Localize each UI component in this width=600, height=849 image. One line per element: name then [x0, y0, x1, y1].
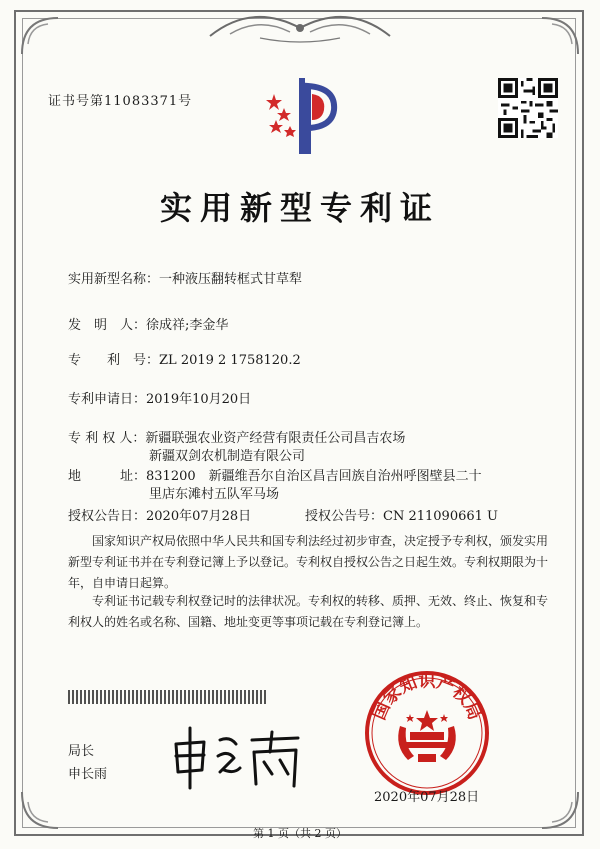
cnipa-logo-icon — [262, 74, 352, 154]
grant-date-value: 2020年07月28日 — [146, 509, 252, 524]
address-value-line1: 831200 新疆维吾尔自治区昌吉回族自治州呼图壁县二十 — [146, 469, 482, 484]
utility-name-row — [68, 268, 302, 287]
patent-number-row — [68, 349, 301, 368]
grant-date-row — [68, 505, 251, 524]
corner-ornament-top-left — [18, 14, 78, 74]
grant-number-label: 授权公告号： — [305, 509, 384, 524]
owner-label: 专 利 权 人： — [68, 431, 146, 446]
filing-date-row — [68, 388, 251, 407]
owner-row — [68, 427, 405, 446]
barcode-strip — [68, 690, 268, 704]
grant-date-label: 授权公告日： — [68, 509, 147, 524]
filing-date-label: 专利申请日： — [68, 392, 147, 407]
inventor-label: 发 明 人： — [68, 318, 147, 333]
director-name: 申长雨 — [68, 767, 108, 782]
address-label: 地 址： — [68, 469, 147, 484]
utility-name-label: 实用新型名称： — [68, 272, 160, 287]
grant-paragraph: 国家知识产权局依照中华人民共和国专利法经过初步审查，决定授予专利权，颁发实用新型专利证书并在专利登记簿上予以登记。专利权自授权公告之日起生效。专利权期限为十年，自申请日起算。 — [68, 534, 549, 590]
owner-value-line2: 新疆双剑农机制造有限公司 — [149, 449, 306, 464]
page-number: 第 1 页（共 2 页） — [253, 827, 347, 840]
certificate-number: 证书号第11083371号 — [48, 94, 193, 109]
qr-code — [498, 78, 558, 138]
filing-date-value: 2019年10月20日 — [146, 392, 252, 407]
top-ornament — [200, 8, 400, 44]
legal-status-paragraph: 专利证书记载专利权登记时的法律状况。专利权的转移、质押、无效、终止、恢复和专利权人的姓名或名称、国籍、地址变更等事项记载在专利登记簿上。 — [68, 594, 549, 629]
utility-name-value: 一种液压翻转框式甘草犁 — [159, 272, 303, 287]
inventor-row — [68, 314, 228, 333]
address-value-line2: 里店东滩村五队军马场 — [149, 487, 280, 502]
address-row — [68, 465, 482, 484]
owner-value-line1: 新疆联强农业资产经营有限责任公司昌吉农场 — [145, 431, 406, 446]
grant-number-row — [305, 505, 498, 524]
corner-ornament-bottom-right — [522, 772, 582, 832]
page-title: 实用新型专利证 — [159, 189, 440, 227]
inventor-value: 徐成祥;李金华 — [146, 318, 229, 333]
grant-number-value: CN 211090661 U — [383, 509, 498, 524]
seal-text: 国家知识产权局 — [369, 671, 485, 723]
director-title: 局长 — [68, 744, 95, 759]
corner-ornament-top-right — [522, 14, 582, 74]
official-seal — [362, 668, 492, 798]
patent-number-value: ZL 2019 2 1758120.2 — [159, 353, 301, 368]
patent-number-label: 专 利 号： — [68, 353, 160, 368]
director-signature — [168, 722, 308, 792]
seal-date: 2020年07月28日 — [374, 790, 480, 805]
